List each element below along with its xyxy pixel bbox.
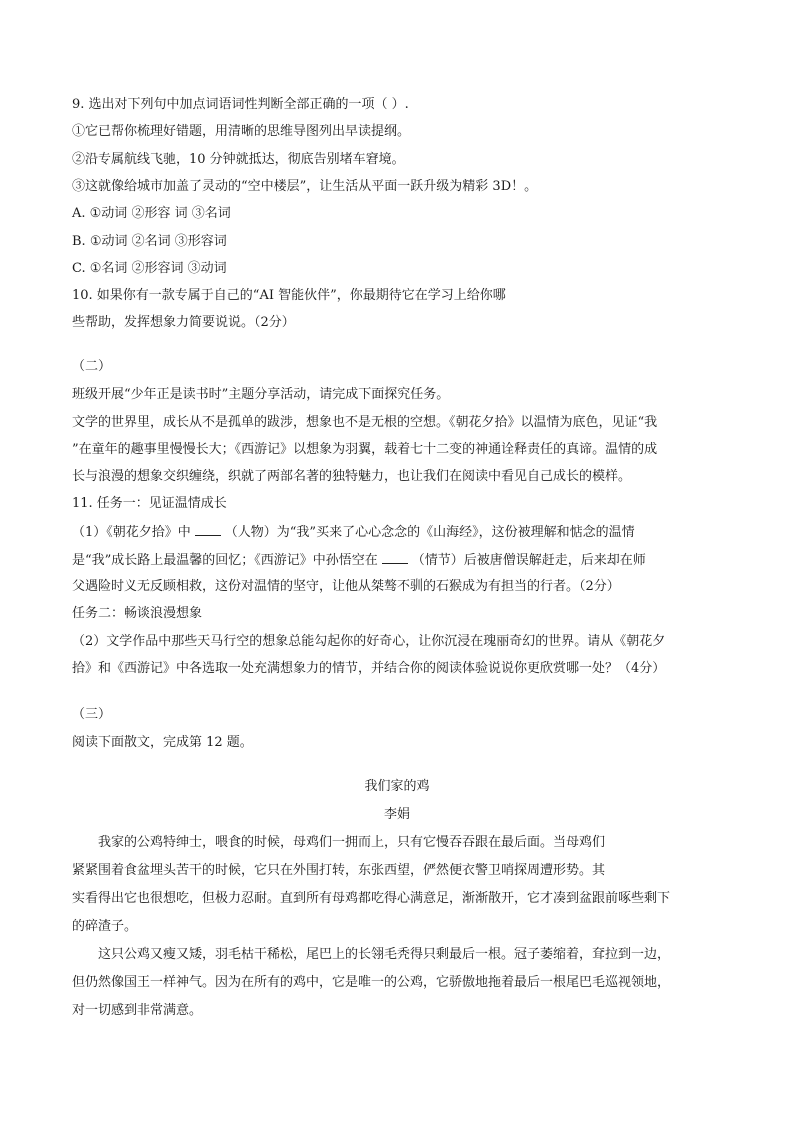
section-2-para-line-3: 长与浪漫的想象交织缠绕，织就了两部名著的独特魅力，也让我们在阅读中看见自己成长的模样。 [72, 469, 632, 484]
q10-line-1: 10. 如果你有一款专属于自己的“AI 智能伙伴”，你最期待它在学习上给你哪 [72, 288, 506, 303]
q11-1-line-2 [72, 551, 646, 570]
answer-blank-character [195, 523, 221, 536]
essay-para-1-line-2: 紧紧围着食盆埋头苦干的时候，它只在外围打转，东张西望，俨然便衣警卫哨探周遭形势。其 [72, 863, 606, 878]
q11-1-line-2-post: （情节）后被唐僧误解赶走，后来却在师 [411, 553, 646, 568]
essay-para-1-line-1: 我家的公鸡特绅士，喂食的时候，母鸡们一拥而上，只有它慢吞吞跟在最后面。当母鸡们 [98, 835, 606, 850]
section-3-heading: （三） [72, 707, 112, 722]
section-2-para-line-1: 文学的世界里，成长从不是孤单的跋涉，想象也不是无根的空想。《朝花夕拾》以温情为底色，见证“我 [72, 415, 658, 430]
q9-option-a: A. ①动词 ②形容 词 ③名词 [72, 206, 231, 221]
q9-option-b: B. ①动词 ②名词 ③形容词 [72, 234, 227, 249]
essay-author: 李娟 [383, 807, 410, 822]
q9-sentence-3: ③这就像给城市加盖了灵动的“空中楼层”，让生活从平面一跃升级为精彩 3D！。 [72, 179, 538, 194]
section-2-para-line-2: ”在童年的趣事里慢慢长大；《西游记》以想象为羽翼，载着七十二变的神通诠释责任的真谛。温情的成 [72, 442, 658, 457]
section-2-heading: （二） [72, 359, 112, 374]
essay-para-1-line-4: 的碎渣子。 [72, 919, 138, 934]
q9-option-c: C. ①名词 ②形容词 ③动词 [72, 261, 227, 276]
essay-para-2-line-2: 但仍然像国王一样神气。因为在所有的鸡中，它是唯一的公鸡，它骄傲地拖着最后一根尾巴毛巡视领地， [72, 975, 671, 990]
q11-2-line-1: （2）文学作品中那些天马行空的想象总能勾起你的好奇心，让你沉浸在瑰丽奇幻的世界。请从《朝花夕 [72, 634, 666, 649]
task-1-heading: 11. 任务一：见证温情成长 [72, 496, 227, 511]
q9-stem: 9. 选出对下列句中加点词语词性判断全部正确的一项（ ）. [72, 97, 409, 112]
q10-line-2: 些帮助，发挥想象力简要说说。（2分） [72, 315, 295, 330]
q9-sentence-1: ①它已帮你梳理好错题，用清晰的思维导图列出早读提纲。 [72, 124, 411, 139]
q11-1-line-3: 父遇险时义无反顾相救，这份对温情的坚守，让他从桀骜不驯的石猴成为有担当的行者。（2分） [72, 579, 620, 594]
section-2-intro: 班级开展“少年正是读书时”主题分享活动，请完成下面探究任务。 [72, 387, 450, 402]
essay-para-1-line-3: 实看得出它也很想吃，但极力忍耐。直到所有母鸡都吃得心满意足，渐渐散开，它才凑到盆跟前啄些剩下 [72, 891, 671, 906]
essay-para-2-line-1: 这只公鸡又瘦又矮，羽毛枯干稀松，尾巴上的长翎毛秃得只剩最后一根。冠子萎缩着，耷拉到一边， [98, 947, 671, 962]
q11-1-line-2-pre: 是“我”成长路上最温馨的回忆；《西游记》中孙悟空在 [72, 553, 378, 568]
answer-blank-plot [382, 551, 408, 564]
essay-title: 我们家的鸡 [364, 779, 430, 794]
q11-1-line-1-post: （人物）为“我”买来了心心念念的《山海经》，这份被理解和惦念的温情 [224, 525, 635, 540]
q11-1-line-1-pre: （1）《朝花夕拾》中 [72, 525, 191, 540]
essay-para-2-line-3: 对一切感到非常满意。 [72, 1003, 203, 1018]
q11-1-line-1 [72, 523, 635, 542]
section-3-intro: 阅读下面散文，完成第 12 题。 [72, 735, 253, 750]
q9-sentence-2: ②沿专属航线飞驰，10 分钟就抵达，彻底告别堵车窘境。 [72, 152, 405, 167]
q11-2-line-2: 拾》和《西游记》中各选取一处充满想象力的情节，并结合你的阅读体验说说你更欣赏哪一处？（4分） [72, 661, 666, 676]
task-2-heading: 任务二：畅谈浪漫想象 [72, 606, 203, 621]
